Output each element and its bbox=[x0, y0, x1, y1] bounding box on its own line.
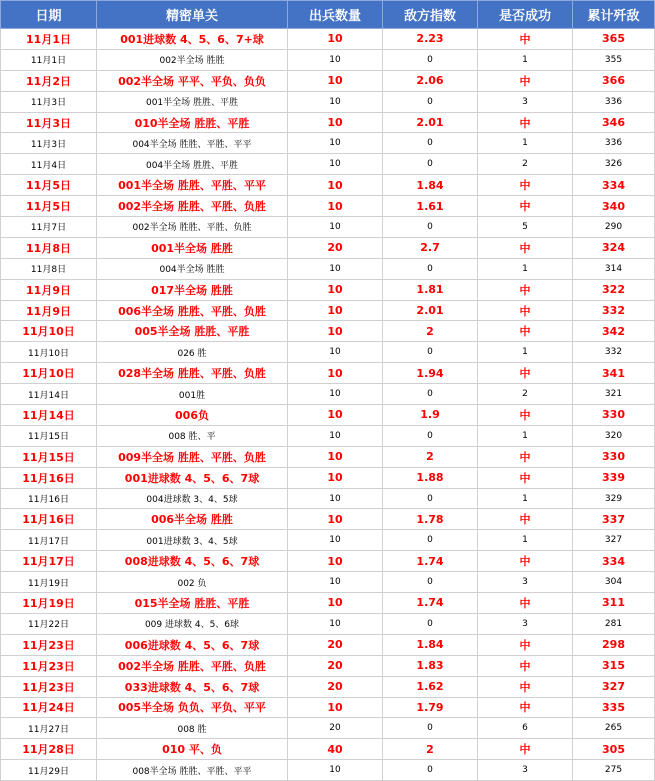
cell-units: 10 bbox=[288, 279, 383, 300]
cell-date: 11月16日 bbox=[1, 467, 97, 488]
cell-units: 10 bbox=[288, 112, 383, 133]
cell-date: 11月3日 bbox=[1, 91, 97, 112]
cell-date: 11月10日 bbox=[1, 363, 97, 384]
cell-date: 11月5日 bbox=[1, 196, 97, 217]
cell-units: 20 bbox=[288, 655, 383, 676]
cell-date: 11月27日 bbox=[1, 718, 97, 739]
table-row bbox=[1, 634, 655, 655]
cell-pick: 001进球数 4、5、6、7球 bbox=[97, 467, 288, 488]
cell-pick: 004半全场 胜胜 bbox=[97, 258, 288, 279]
cell-units: 10 bbox=[288, 446, 383, 467]
table-row bbox=[1, 488, 655, 509]
cell-total: 327 bbox=[573, 676, 655, 697]
cell-index: 1.61 bbox=[383, 196, 478, 217]
cell-result: 3 bbox=[478, 613, 573, 634]
cell-units: 10 bbox=[288, 760, 383, 781]
cell-date: 11月10日 bbox=[1, 342, 97, 363]
cell-date: 11月5日 bbox=[1, 175, 97, 196]
cell-pick: 010 平、负 bbox=[97, 739, 288, 760]
table-row bbox=[1, 70, 655, 91]
cell-result: 中 bbox=[478, 29, 573, 50]
cell-total: 366 bbox=[573, 70, 655, 91]
cell-date: 11月19日 bbox=[1, 572, 97, 593]
table-row bbox=[1, 196, 655, 217]
cell-result: 1 bbox=[478, 342, 573, 363]
cell-units: 20 bbox=[288, 237, 383, 258]
cell-result: 中 bbox=[478, 509, 573, 530]
cell-result: 1 bbox=[478, 488, 573, 509]
table-row bbox=[1, 300, 655, 321]
cell-total: 311 bbox=[573, 593, 655, 614]
cell-pick: 015半全场 胜胜、平胜 bbox=[97, 593, 288, 614]
cell-pick: 001进球数 3、4、5球 bbox=[97, 530, 288, 551]
cell-index: 1.94 bbox=[383, 363, 478, 384]
table-row bbox=[1, 154, 655, 175]
cell-total: 330 bbox=[573, 405, 655, 426]
cell-index: 0 bbox=[383, 217, 478, 238]
cell-pick: 004半全场 胜胜、平胜、平平 bbox=[97, 133, 288, 154]
cell-units: 10 bbox=[288, 321, 383, 342]
cell-total: 365 bbox=[573, 29, 655, 50]
cell-result: 中 bbox=[478, 279, 573, 300]
cell-index: 2.01 bbox=[383, 112, 478, 133]
cell-result: 1 bbox=[478, 133, 573, 154]
cell-index: 0 bbox=[383, 258, 478, 279]
cell-date: 11月15日 bbox=[1, 425, 97, 446]
cell-units: 10 bbox=[288, 405, 383, 426]
cell-index: 0 bbox=[383, 760, 478, 781]
cell-total: 326 bbox=[573, 154, 655, 175]
cell-total: 304 bbox=[573, 572, 655, 593]
cell-index: 1.84 bbox=[383, 634, 478, 655]
cell-index: 0 bbox=[383, 613, 478, 634]
cell-units: 10 bbox=[288, 196, 383, 217]
cell-result: 3 bbox=[478, 760, 573, 781]
cell-pick: 005半全场 胜胜、平胜 bbox=[97, 321, 288, 342]
cell-index: 1.62 bbox=[383, 676, 478, 697]
table-row bbox=[1, 175, 655, 196]
cell-pick: 009 进球数 4、5、6球 bbox=[97, 613, 288, 634]
cell-index: 0 bbox=[383, 488, 478, 509]
cell-total: 275 bbox=[573, 760, 655, 781]
table-row bbox=[1, 718, 655, 739]
table-row bbox=[1, 655, 655, 676]
cell-result: 中 bbox=[478, 446, 573, 467]
cell-index: 1.74 bbox=[383, 551, 478, 572]
cell-index: 2.7 bbox=[383, 237, 478, 258]
cell-units: 10 bbox=[288, 258, 383, 279]
cell-pick: 028半全场 胜胜、平胜、负胜 bbox=[97, 363, 288, 384]
cell-result: 1 bbox=[478, 49, 573, 70]
cell-units: 10 bbox=[288, 425, 383, 446]
cell-pick: 002 负 bbox=[97, 572, 288, 593]
cell-result: 3 bbox=[478, 572, 573, 593]
cell-total: 324 bbox=[573, 237, 655, 258]
table-row bbox=[1, 342, 655, 363]
cell-result: 中 bbox=[478, 634, 573, 655]
cell-total: 329 bbox=[573, 488, 655, 509]
cell-date: 11月17日 bbox=[1, 551, 97, 572]
cell-result: 1 bbox=[478, 425, 573, 446]
cell-total: 336 bbox=[573, 133, 655, 154]
table-row bbox=[1, 467, 655, 488]
cell-result: 3 bbox=[478, 91, 573, 112]
cell-total: 334 bbox=[573, 175, 655, 196]
cell-date: 11月29日 bbox=[1, 760, 97, 781]
cell-date: 11月28日 bbox=[1, 739, 97, 760]
cell-index: 0 bbox=[383, 718, 478, 739]
cell-total: 305 bbox=[573, 739, 655, 760]
cell-index: 2.01 bbox=[383, 300, 478, 321]
cell-pick: 002半全场 胜胜 bbox=[97, 49, 288, 70]
cell-result: 中 bbox=[478, 300, 573, 321]
header-date: 日期 bbox=[1, 1, 97, 29]
cell-index: 2 bbox=[383, 446, 478, 467]
cell-units: 10 bbox=[288, 488, 383, 509]
cell-pick: 006进球数 4、5、6、7球 bbox=[97, 634, 288, 655]
table-header bbox=[1, 1, 655, 29]
cell-total: 315 bbox=[573, 655, 655, 676]
cell-result: 中 bbox=[478, 321, 573, 342]
table-row bbox=[1, 446, 655, 467]
cell-pick: 010半全场 胜胜、平胜 bbox=[97, 112, 288, 133]
cell-date: 11月9日 bbox=[1, 279, 97, 300]
cell-units: 10 bbox=[288, 133, 383, 154]
cell-units: 10 bbox=[288, 384, 383, 405]
cell-index: 0 bbox=[383, 49, 478, 70]
table-row bbox=[1, 279, 655, 300]
cell-pick: 001胜 bbox=[97, 384, 288, 405]
cell-date: 11月14日 bbox=[1, 405, 97, 426]
cell-result: 中 bbox=[478, 655, 573, 676]
cell-result: 1 bbox=[478, 530, 573, 551]
cell-result: 中 bbox=[478, 697, 573, 718]
cell-units: 10 bbox=[288, 91, 383, 112]
header-index: 敌方指数 bbox=[383, 1, 478, 29]
cell-index: 1.74 bbox=[383, 593, 478, 614]
cell-index: 1.9 bbox=[383, 405, 478, 426]
cell-units: 10 bbox=[288, 572, 383, 593]
cell-units: 10 bbox=[288, 551, 383, 572]
cell-date: 11月8日 bbox=[1, 237, 97, 258]
cell-date: 11月17日 bbox=[1, 530, 97, 551]
cell-pick: 002半全场 胜胜、平胜、负胜 bbox=[97, 196, 288, 217]
cell-result: 中 bbox=[478, 676, 573, 697]
table-row bbox=[1, 405, 655, 426]
cell-units: 10 bbox=[288, 217, 383, 238]
cell-result: 中 bbox=[478, 363, 573, 384]
cell-units: 10 bbox=[288, 175, 383, 196]
cell-index: 0 bbox=[383, 133, 478, 154]
cell-result: 2 bbox=[478, 384, 573, 405]
cell-units: 20 bbox=[288, 634, 383, 655]
cell-units: 10 bbox=[288, 593, 383, 614]
cell-total: 339 bbox=[573, 467, 655, 488]
cell-pick: 001半全场 胜胜、平胜、平平 bbox=[97, 175, 288, 196]
table-row bbox=[1, 551, 655, 572]
cell-pick: 006半全场 胜胜 bbox=[97, 509, 288, 530]
cell-pick: 002半全场 平平、平负、负负 bbox=[97, 70, 288, 91]
cell-index: 1.88 bbox=[383, 467, 478, 488]
cell-result: 中 bbox=[478, 593, 573, 614]
cell-pick: 001半全场 胜胜 bbox=[97, 237, 288, 258]
cell-pick: 008 胜、平 bbox=[97, 425, 288, 446]
cell-index: 0 bbox=[383, 91, 478, 112]
cell-index: 0 bbox=[383, 572, 478, 593]
table-row bbox=[1, 572, 655, 593]
cell-pick: 002半全场 胜胜、平胜、负胜 bbox=[97, 655, 288, 676]
cell-index: 1.79 bbox=[383, 697, 478, 718]
cell-total: 332 bbox=[573, 342, 655, 363]
cell-units: 20 bbox=[288, 676, 383, 697]
cell-total: 330 bbox=[573, 446, 655, 467]
cell-result: 6 bbox=[478, 718, 573, 739]
cell-total: 281 bbox=[573, 613, 655, 634]
cell-index: 2.06 bbox=[383, 70, 478, 91]
cell-date: 11月7日 bbox=[1, 217, 97, 238]
cell-result: 中 bbox=[478, 739, 573, 760]
cell-index: 1.83 bbox=[383, 655, 478, 676]
cell-result: 中 bbox=[478, 551, 573, 572]
header-units: 出兵数量 bbox=[288, 1, 383, 29]
cell-date: 11月15日 bbox=[1, 446, 97, 467]
cell-pick: 009半全场 胜胜、平胜、负胜 bbox=[97, 446, 288, 467]
cell-total: 337 bbox=[573, 509, 655, 530]
table-row bbox=[1, 29, 655, 50]
cell-date: 11月3日 bbox=[1, 133, 97, 154]
table-row bbox=[1, 425, 655, 446]
cell-date: 11月10日 bbox=[1, 321, 97, 342]
cell-total: 335 bbox=[573, 697, 655, 718]
cell-pick: 033进球数 4、5、6、7球 bbox=[97, 676, 288, 697]
cell-date: 11月2日 bbox=[1, 70, 97, 91]
cell-pick: 002半全场 胜胜、平胜、负胜 bbox=[97, 217, 288, 238]
cell-pick: 006半全场 胜胜、平胜、负胜 bbox=[97, 300, 288, 321]
cell-result: 1 bbox=[478, 258, 573, 279]
cell-date: 11月24日 bbox=[1, 697, 97, 718]
cell-date: 11月14日 bbox=[1, 384, 97, 405]
cell-result: 5 bbox=[478, 217, 573, 238]
table-row bbox=[1, 697, 655, 718]
cell-result: 中 bbox=[478, 467, 573, 488]
cell-index: 1.81 bbox=[383, 279, 478, 300]
cell-date: 11月3日 bbox=[1, 112, 97, 133]
cell-pick: 008 胜 bbox=[97, 718, 288, 739]
cell-pick: 008半全场 胜胜、平胜、平平 bbox=[97, 760, 288, 781]
cell-pick: 001进球数 4、5、6、7+球 bbox=[97, 29, 288, 50]
cell-result: 中 bbox=[478, 112, 573, 133]
cell-pick: 026 胜 bbox=[97, 342, 288, 363]
cell-units: 10 bbox=[288, 49, 383, 70]
cell-date: 11月23日 bbox=[1, 634, 97, 655]
cell-date: 11月23日 bbox=[1, 655, 97, 676]
table-row bbox=[1, 133, 655, 154]
header-row bbox=[1, 1, 655, 29]
cell-total: 298 bbox=[573, 634, 655, 655]
table-row bbox=[1, 676, 655, 697]
cell-date: 11月1日 bbox=[1, 49, 97, 70]
table-row bbox=[1, 321, 655, 342]
cell-index: 2.23 bbox=[383, 29, 478, 50]
cell-pick: 017半全场 胜胜 bbox=[97, 279, 288, 300]
table-row bbox=[1, 363, 655, 384]
cell-units: 10 bbox=[288, 29, 383, 50]
cell-total: 355 bbox=[573, 49, 655, 70]
cell-total: 342 bbox=[573, 321, 655, 342]
cell-date: 11月4日 bbox=[1, 154, 97, 175]
cell-date: 11月19日 bbox=[1, 593, 97, 614]
cell-index: 0 bbox=[383, 425, 478, 446]
cell-units: 10 bbox=[288, 154, 383, 175]
cell-pick: 006负 bbox=[97, 405, 288, 426]
cell-index: 2 bbox=[383, 739, 478, 760]
cell-date: 11月1日 bbox=[1, 29, 97, 50]
table-row bbox=[1, 237, 655, 258]
cell-pick: 004半全场 胜胜、平胜 bbox=[97, 154, 288, 175]
cell-date: 11月9日 bbox=[1, 300, 97, 321]
cell-date: 11月16日 bbox=[1, 509, 97, 530]
cell-date: 11月22日 bbox=[1, 613, 97, 634]
cell-result: 中 bbox=[478, 175, 573, 196]
cell-index: 0 bbox=[383, 342, 478, 363]
table-row bbox=[1, 760, 655, 781]
cell-index: 2 bbox=[383, 321, 478, 342]
cell-total: 332 bbox=[573, 300, 655, 321]
cell-date: 11月16日 bbox=[1, 488, 97, 509]
cell-result: 中 bbox=[478, 196, 573, 217]
cell-total: 341 bbox=[573, 363, 655, 384]
cell-units: 40 bbox=[288, 739, 383, 760]
table-row bbox=[1, 509, 655, 530]
cell-units: 20 bbox=[288, 718, 383, 739]
cell-units: 10 bbox=[288, 342, 383, 363]
table-row bbox=[1, 384, 655, 405]
cell-total: 322 bbox=[573, 279, 655, 300]
cell-result: 中 bbox=[478, 70, 573, 91]
cell-units: 10 bbox=[288, 509, 383, 530]
header-result: 是否成功 bbox=[478, 1, 573, 29]
cell-index: 0 bbox=[383, 530, 478, 551]
cell-pick: 005半全场 负负、平负、平平 bbox=[97, 697, 288, 718]
cell-total: 321 bbox=[573, 384, 655, 405]
table-row bbox=[1, 739, 655, 760]
cell-index: 0 bbox=[383, 384, 478, 405]
table-row bbox=[1, 49, 655, 70]
cell-result: 中 bbox=[478, 237, 573, 258]
cell-units: 10 bbox=[288, 697, 383, 718]
cell-index: 0 bbox=[383, 154, 478, 175]
table-row bbox=[1, 613, 655, 634]
cell-total: 334 bbox=[573, 551, 655, 572]
table-row bbox=[1, 112, 655, 133]
cell-total: 336 bbox=[573, 91, 655, 112]
cell-units: 10 bbox=[288, 530, 383, 551]
table-row bbox=[1, 91, 655, 112]
cell-pick: 001半全场 胜胜、平胜 bbox=[97, 91, 288, 112]
header-total: 累计歼敌 bbox=[573, 1, 655, 29]
cell-index: 1.78 bbox=[383, 509, 478, 530]
cell-total: 314 bbox=[573, 258, 655, 279]
cell-date: 11月23日 bbox=[1, 676, 97, 697]
cell-units: 10 bbox=[288, 467, 383, 488]
table-row bbox=[1, 258, 655, 279]
cell-total: 327 bbox=[573, 530, 655, 551]
cell-units: 10 bbox=[288, 300, 383, 321]
cell-index: 1.84 bbox=[383, 175, 478, 196]
table-row bbox=[1, 530, 655, 551]
cell-total: 290 bbox=[573, 217, 655, 238]
cell-result: 2 bbox=[478, 154, 573, 175]
cell-total: 265 bbox=[573, 718, 655, 739]
cell-date: 11月8日 bbox=[1, 258, 97, 279]
cell-total: 320 bbox=[573, 425, 655, 446]
table-body bbox=[1, 29, 655, 781]
table-row bbox=[1, 593, 655, 614]
cell-pick: 008进球数 4、5、6、7球 bbox=[97, 551, 288, 572]
cell-result: 中 bbox=[478, 405, 573, 426]
cell-units: 10 bbox=[288, 613, 383, 634]
cell-units: 10 bbox=[288, 363, 383, 384]
cell-total: 340 bbox=[573, 196, 655, 217]
cell-units: 10 bbox=[288, 70, 383, 91]
cell-total: 346 bbox=[573, 112, 655, 133]
header-pick: 精密单关 bbox=[97, 1, 288, 29]
table-row bbox=[1, 217, 655, 238]
cell-pick: 004进球数 3、4、5球 bbox=[97, 488, 288, 509]
